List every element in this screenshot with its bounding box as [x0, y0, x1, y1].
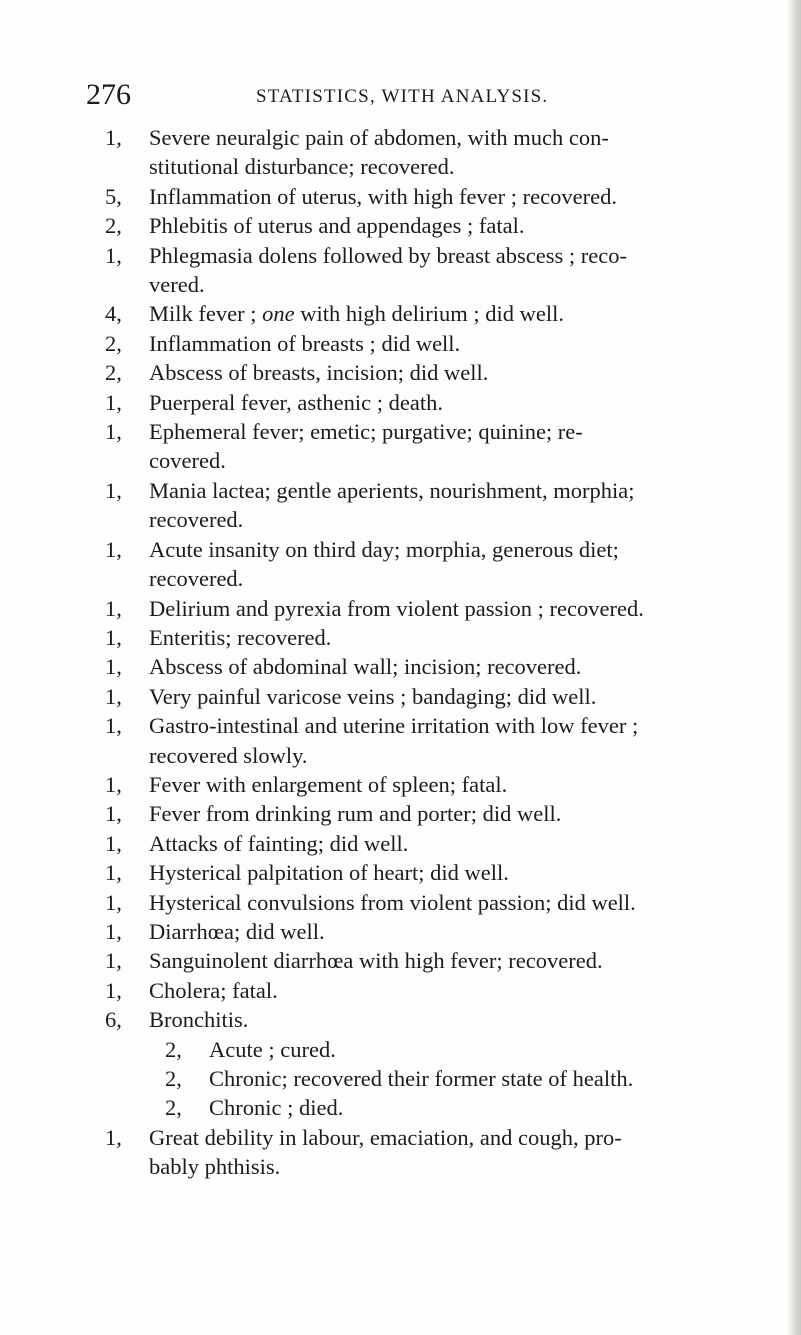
case-entry — [105, 211, 745, 240]
case-entry — [105, 358, 745, 387]
case-text-line: Very painful varicose veins ; bandaging; did well. — [149, 683, 597, 709]
case-text-line: Hysterical palpitation of heart; did well. — [149, 860, 509, 886]
case-text-line: Phlebitis of uterus and appendages ; fatal. — [149, 213, 525, 239]
case-count: 1, — [105, 419, 122, 445]
case-text-line: Abscess of breasts, incision; did well. — [149, 360, 489, 386]
page-number: 276 — [86, 78, 131, 111]
case-count: 1, — [105, 889, 122, 915]
case-count: 1, — [105, 977, 122, 1003]
case-text-line: Hysterical convulsions from violent passion; did well. — [149, 889, 636, 915]
sub-entry — [105, 1093, 745, 1122]
case-entry — [105, 417, 745, 476]
case-entry — [105, 388, 745, 417]
case-text-line: Puerperal fever, asthenic ; death. — [149, 389, 443, 415]
case-text-line: Acute insanity on third day; morphia, generous diet; — [149, 536, 619, 562]
case-count: 1, — [105, 654, 122, 680]
case-count: 1, — [105, 771, 122, 797]
case-count: 1, — [105, 595, 122, 621]
case-count: 1, — [105, 683, 122, 709]
case-entry — [105, 1123, 745, 1182]
case-text-line: Milk fever ; one with high delirium ; did well. — [149, 301, 564, 327]
case-text-line: Enteritis; recovered. — [149, 624, 332, 650]
case-text-line: Delirium and pyrexia from violent passion ; recovered. — [149, 595, 644, 621]
case-list — [105, 123, 745, 1182]
page-header — [86, 78, 686, 112]
case-count: 1, — [105, 918, 122, 944]
case-text-line: stitutional disturbance; recovered. — [149, 154, 455, 180]
case-count: 4, — [105, 301, 122, 327]
case-count: 1, — [105, 948, 122, 974]
case-text-line: Inflammation of breasts ; did well. — [149, 330, 461, 356]
case-entry — [105, 329, 745, 358]
case-text-line: recovered. — [149, 507, 244, 533]
page-edge-shadow — [787, 0, 801, 1335]
case-count: 2, — [165, 1095, 182, 1121]
case-entry — [105, 535, 745, 594]
case-count: 1, — [105, 477, 122, 503]
case-text-line: Inflammation of uterus, with high fever ; recovered. — [149, 183, 617, 209]
case-count: 1, — [105, 860, 122, 886]
case-entry — [105, 182, 745, 211]
case-text-line: Chronic ; died. — [209, 1095, 344, 1121]
case-count: 2, — [165, 1036, 182, 1062]
case-count: 1, — [105, 830, 122, 856]
case-text-line: Bronchitis. — [149, 1007, 249, 1033]
sub-entry — [105, 1035, 745, 1064]
case-text-line: Gastro-intestinal and uterine irritation with low fever ; — [149, 713, 639, 739]
case-entry — [105, 682, 745, 711]
case-text-line: Sanguinolent diarrhœa with high fever; recovered. — [149, 948, 603, 974]
case-count: 6, — [105, 1007, 122, 1033]
case-count: 1, — [105, 389, 122, 415]
case-text-line: Severe neuralgic pain of abdomen, with much con- — [149, 125, 609, 150]
case-count: 5, — [105, 183, 122, 209]
running-title: STATISTICS, WITH ANALYSIS. — [256, 86, 549, 107]
case-entry — [105, 299, 745, 328]
case-text-line: vered. — [149, 272, 205, 298]
case-text-line: recovered slowly. — [149, 742, 308, 768]
case-text-line: Acute ; cured. — [209, 1036, 336, 1062]
case-entry — [105, 623, 745, 652]
case-entry — [105, 711, 745, 770]
case-text-line: Diarrhœa; did well. — [149, 918, 325, 944]
case-count: 2, — [165, 1066, 182, 1091]
case-entry — [105, 858, 745, 887]
case-entry — [105, 946, 745, 975]
case-text-line: covered. — [149, 448, 226, 474]
case-text-line: Ephemeral fever; emetic; purgative; quinine; re- — [149, 419, 583, 445]
case-text-line: Fever from drinking rum and porter; did well. — [149, 801, 562, 827]
case-entry — [105, 123, 745, 182]
case-count: 1, — [105, 242, 122, 268]
case-count: 1, — [105, 1124, 122, 1150]
case-text-line: Fever with enlargement of spleen; fatal. — [149, 771, 508, 797]
case-entry — [105, 594, 745, 623]
case-count: 1, — [105, 801, 122, 827]
case-text-line: Chronic; recovered their former state of health. — [209, 1066, 634, 1091]
case-entry — [105, 799, 745, 828]
case-count: 1, — [105, 125, 122, 150]
case-count: 1, — [105, 536, 122, 562]
case-entry — [105, 888, 745, 917]
case-entry — [105, 770, 745, 799]
case-entry — [105, 1005, 745, 1034]
case-count: 1, — [105, 713, 122, 739]
case-entry — [105, 976, 745, 1005]
sub-entry — [105, 1064, 745, 1093]
case-text-line: Mania lactea; gentle aperients, nourishment, morphia; — [149, 477, 635, 503]
case-entry — [105, 241, 745, 300]
case-entry — [105, 476, 745, 535]
case-text-line: Abscess of abdominal wall; incision; recovered. — [149, 654, 582, 680]
case-count: 2, — [105, 213, 122, 239]
case-count: 1, — [105, 624, 122, 650]
case-text-line: recovered. — [149, 566, 244, 592]
case-entry — [105, 652, 745, 681]
case-entry — [105, 829, 745, 858]
case-text-line: Cholera; fatal. — [149, 977, 278, 1003]
case-count: 2, — [105, 360, 122, 386]
case-text-line: Attacks of fainting; did well. — [149, 830, 409, 856]
case-text-line: Phlegmasia dolens followed by breast abscess ; reco- — [149, 242, 627, 268]
case-entry — [105, 917, 745, 946]
case-text-line: bably phthisis. — [149, 1154, 281, 1180]
case-count: 2, — [105, 330, 122, 356]
case-text-line: Great debility in labour, emaciation, and cough, pro- — [149, 1124, 622, 1150]
